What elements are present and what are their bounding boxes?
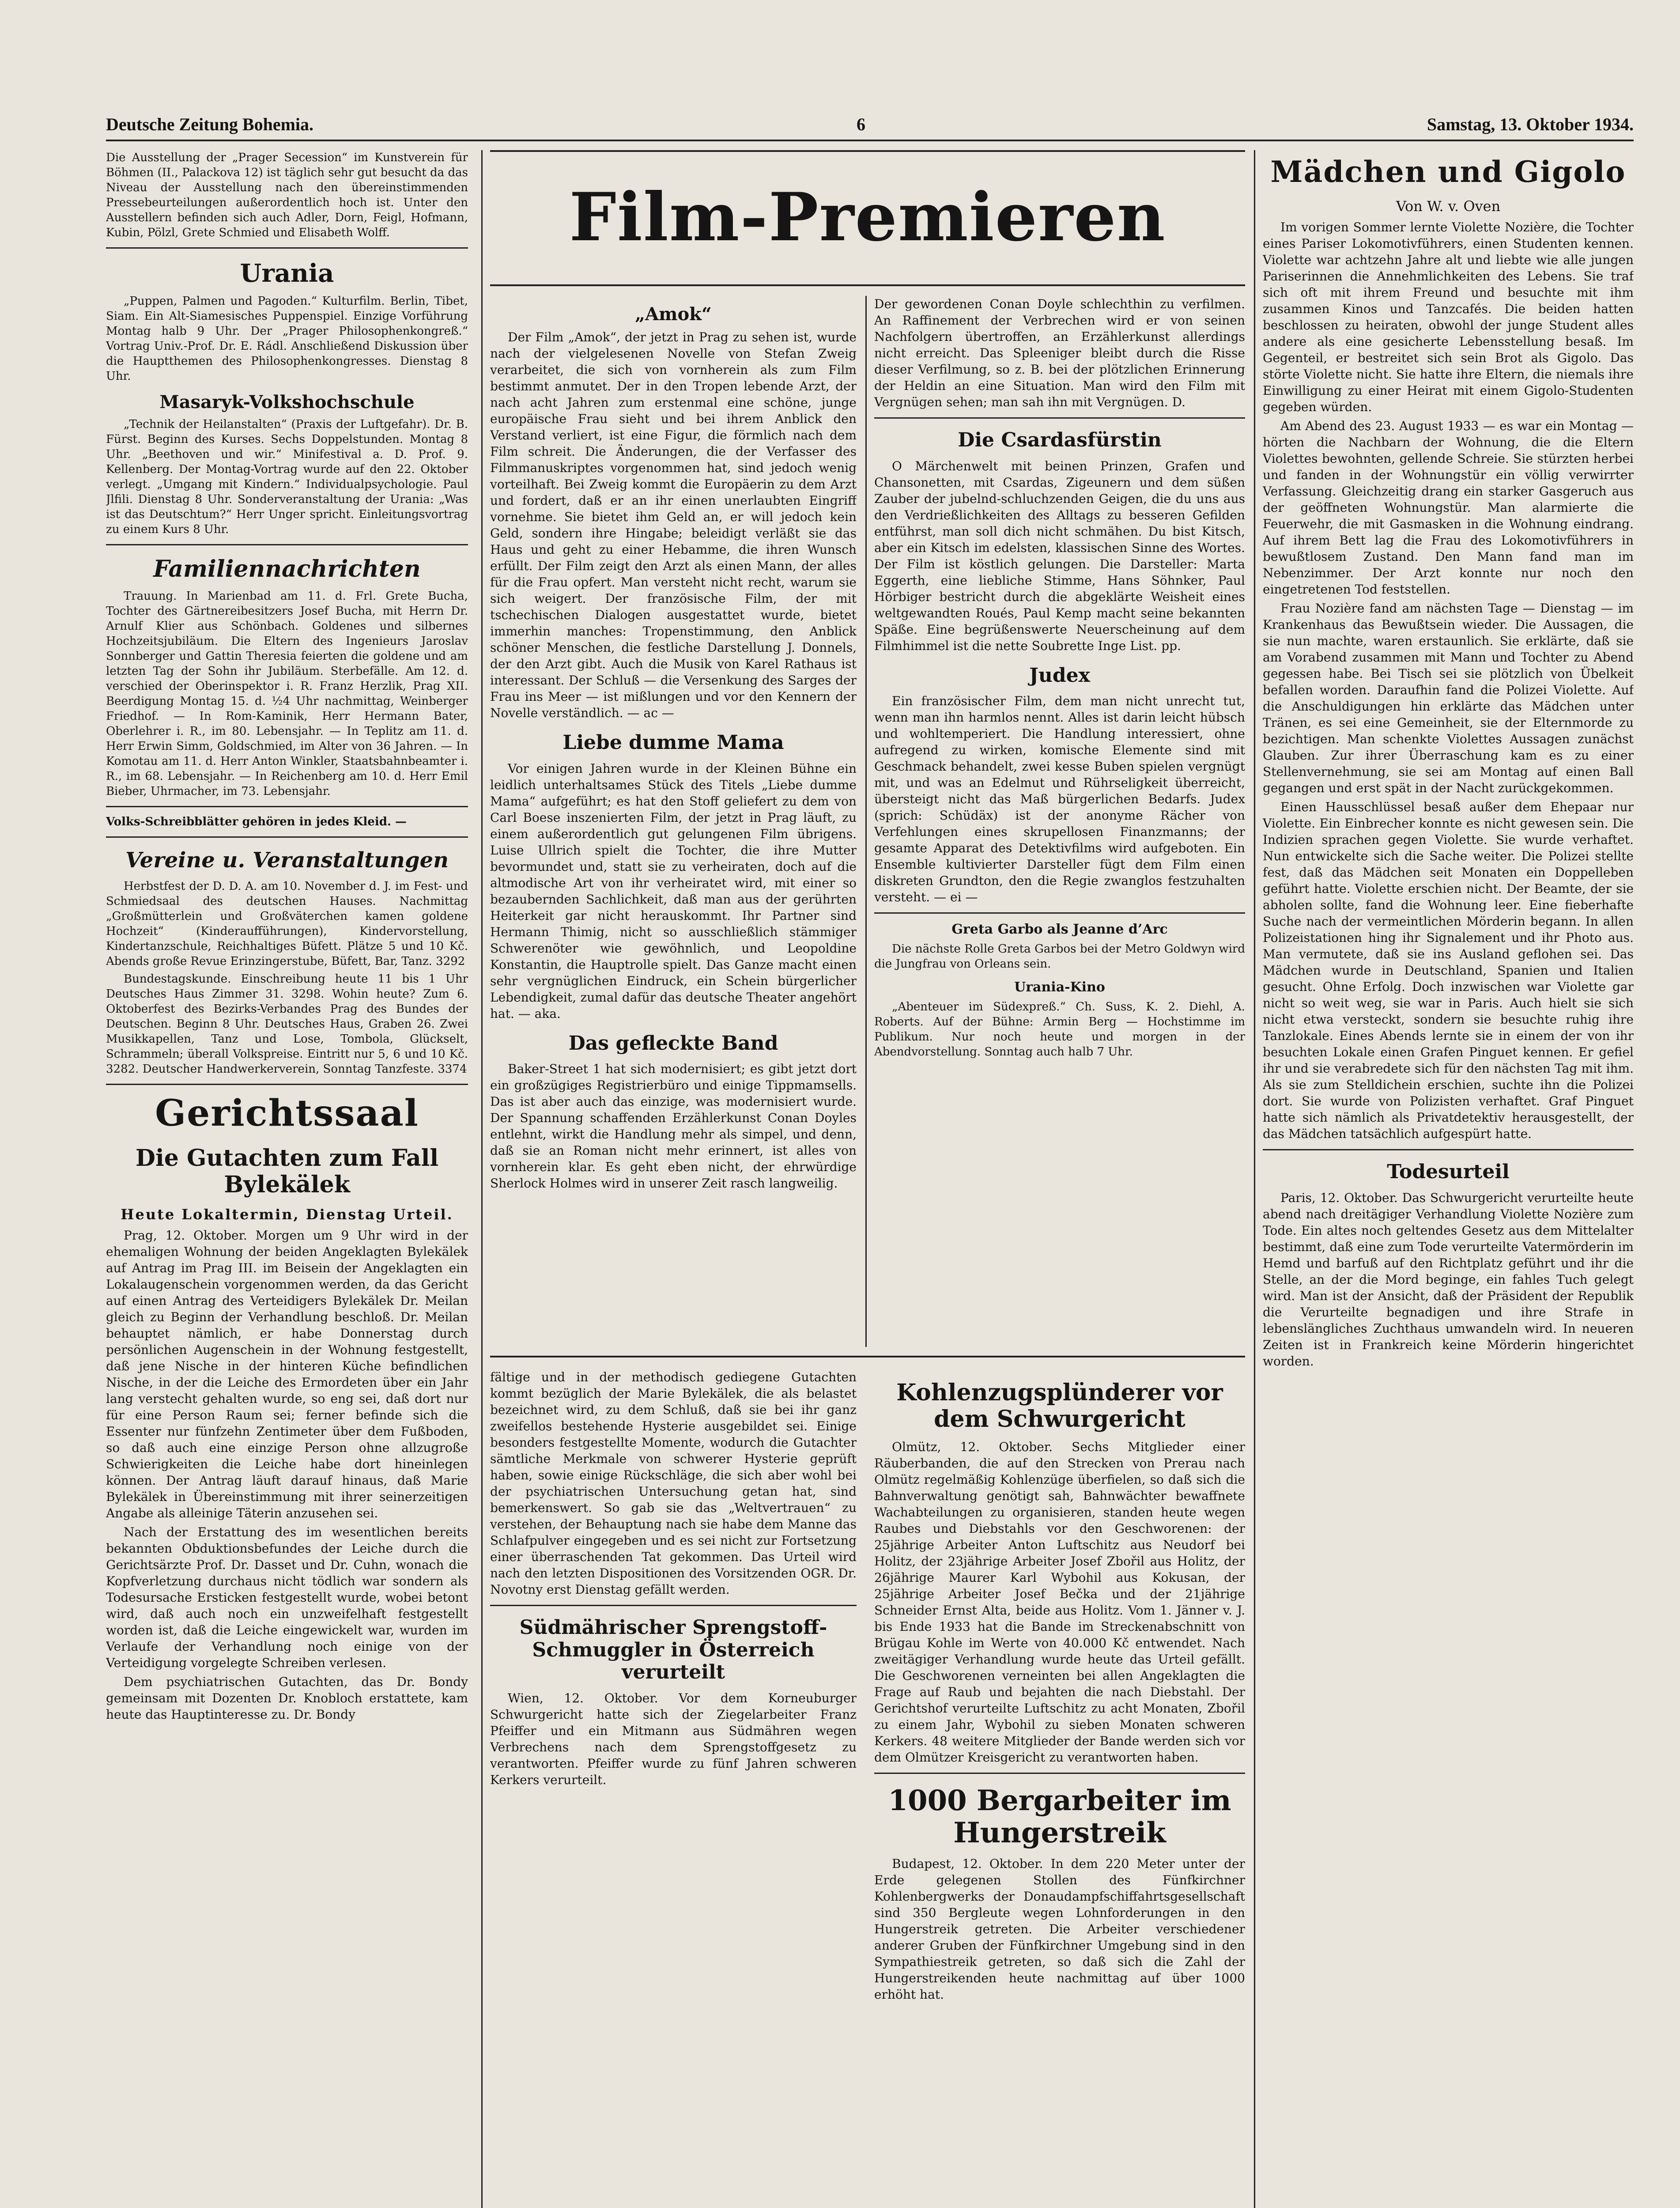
separator (1263, 1149, 1634, 1150)
column-3-upper (874, 296, 1245, 1347)
header-date: Samstag, 13. Oktober 1934. (1427, 114, 1634, 134)
mama-review: Vor einigen Jahren wurde in der Kleinen Bühne ein leidlich unterhaltsames Stück des Titels „Liebe dumme Mama“ aufgeführt; es hat den Stoff geliefert zu dem von Carl Boese inszenierten Film, der jetzt in Prag läuft, zu einem außerordentlich gut gelungenen Film übrigens. Luise Ullrich spielt die Tochter, die ihre Mutter bevormundet und, statt sie zu verheiraten, doch auf die altmodische Art von ihr verheiratet wird, mit einer so bezaubernden Sachlichkeit, daß man aus der gerührten Heiterkeit gar nicht herauskommt. Ihr Partner sind Hermann Thimig, nicht so ausschließlich stämmiger Schwerenöter wie gewöhnlich, und Leopoldine Konstantin, die Hauptrolle spielt. Das Ganze macht einen sehr vergnüglichen Eindruck, ein Schein bürgerlicher Lebendigkeit, zumal dafür das deutsche Theater angehört hat. — aka. (490, 761, 857, 1021)
column-1 (106, 150, 468, 2208)
gigolo-paragraph-3: Frau Nozière fand am nächsten Tage — Dienstag — im Krankenhaus das Bewußtsein wieder. Die Aussagen, die sie nun machte, waren erstaunlich. Sie erklärte, daß sie am Vorabend zusammen mit Mann und Tochter zu Abend gegessen habe. Bei Tisch sei sie plötzlich von Übelkeit befallen worden. Daraufhin fand die Polizei Violette. Auf die Anschuldigungen hin erklärte das Mädchen unter Tränen, es sei eine Gemeinheit, sie der Elternmorde zu bezichtigen. Man schenkte Violettes Aussagen zunächst Glauben. Zur ihrer Überraschung kam es zu einer Stellenvernehmung, sie sei am Montag auf einen Ball gegangen und erst spät in der Nacht zurückgekommen. (1263, 601, 1634, 795)
separator (490, 1605, 857, 1606)
separator (106, 1084, 468, 1085)
urania-kino-headline: Urania-Kino (1014, 979, 1105, 995)
masaryk-text: „Technik der Heilanstalten“ (Praxis der Luftgefahr). Dr. B. Fürst. Beginn des Kurses. Sechs Doppelstunden. Montag 8 Uhr. „Beethoven und wir.“ Minifestival a. D. Prof. 9. Kellenberg. Der Montag-Vortrag wurde auf den 22. Oktober verlegt. „Umgang mit Kindern.“ Individualpsychologie. Paul Jlfili. Dienstag 8 Uhr. Sonderveranstaltung der Urania: „Was ist das Deutschtum?“ Herr Unger spricht. Einleitungsvortrag zu einem Kurs 8 Uhr. (106, 418, 468, 537)
gigolo-paragraph-2: Am Abend des 23. August 1933 — es war ein Montag — hörten die Nachbarn der Wohnung, die die Eltern Violettes bewohnten, gellende Schreie. Sie stürzten herbei und fanden in der Wohnungstür ein völlig verwirrter Verfassung. Gleichzeitig drang ein starker Gasgeruch aus der geöffneten Wohnungstür. Man alarmierte die Feuerwehr, die mit Gasmasken in die Wohnung eindrang. Auf ihrem Bett lag die Frau des Lokomotivführers in bewußtlosem Zustand. Den Mann fand man im Nebenzimmer. Der Arzt konnte nur noch den eingetretenen Tod feststellen. (1263, 419, 1634, 597)
header-masthead: Deutsche Zeitung Bohemia. (106, 114, 313, 134)
vereine-text: Herbstfest der D. D. A. am 10. November d. J. im Fest- und Schmiedsaal des deutschen Hauses. Nachmittag „Großmütterlein und Großväterchen kamen goldene Hochzeit“ (Kinderaufführungen), Kindervorstellung, Kindertanzschule, Reichhaltiges Büfett. Plätze 5 und 10 Kč. Abends große Revue Erinzingerstube, Büfett, Bar, Tanz. 3292 (106, 880, 468, 968)
gigolo-paragraph-1: Im vorigen Sommer lernte Violette Nozière, die Tochter eines Pariser Lokomotivführers, einen Studenten kennen. Violette war achtzehn Jahre alt und liebte wie alle jungen Pariserinnen die Annehmlichkeiten des Lebens. Sie traf sich oft mit ihrem Freund und besuchte mit ihm zusammen Kinos und Tanzcafés. Die beiden hatten beschlossen zu heiraten, obwohl der junge Student alles andere als eine gesicherte Lebensstellung besaß. Im Gegenteil, er bestreitet sich sein Brot als Gigolo. Das störte Violette nicht. Sie hatte ihre Eltern, die niemals ihre Einwilligung zu einer Heirat mit einem Gigolo-Studenten gegeben würden. (1263, 220, 1634, 414)
coal-headline: Kohlenzugsplünderer vor dem Schwurgericht (896, 1379, 1223, 1433)
urania-heading: Urania (240, 259, 334, 288)
separator (106, 247, 468, 249)
band-headline: Das gefleckte Band (568, 1032, 778, 1055)
verdict-headline: Todesurteil (1387, 1161, 1510, 1183)
separator (874, 912, 1245, 914)
family-heading: Familiennachrichten (153, 556, 421, 583)
strike-text: Budapest, 12. Oktober. In dem 220 Meter unter der Erde gelegenen Stollen des Fünfkirchner Kohlenbergwerks der Donaudampfschiffahrtsgesellschaft sind 350 Bergleute wegen Lohnforderungen in den Hungerstreik getreten. Die Arbeiter verschiedener anderer Gruben der Fünfkirchner Umgebung sind in den Sympathiestreik getreten, so daß sich die Zahl der Hungerstreikenden heute nachmittag auf über 1000 erhöht hat. (874, 1856, 1245, 2002)
running-header (106, 110, 1634, 137)
court-paragraph-2: Nach der Erstattung des im wesentlichen bereits bekannten Obduktionsbefundes der Leiche durch die Gerichtsärzte Prof. Dr. Dasset und Dr. Cuhn, wonach die Kopfverletzung durchaus nicht tödlich war sondern als Todesursache Ersticken festgestellt wurde, wobei betont wird, daß auch noch ein unzweifelhaft festgestellt worden ist, daß die Leiche eingewickelt war, wurden im Verlaufe der Verhandlung noch einige von der Verteidigung vorgelegte Schreiben verlesen. (106, 1524, 468, 1670)
film-banner (490, 150, 1245, 286)
masaryk-heading: Masaryk-Volkshochschule (159, 392, 415, 413)
folk-note: Volks-Schreibblätter gehören in jedes Kleid. — (106, 815, 407, 829)
amok-headline: „Amok“ (635, 304, 712, 325)
film-premieren-title: Film-Premieren (569, 178, 1166, 256)
smuggler-headline: Südmährischer Sprengstoff-Schmuggler in Österreich verurteilt (519, 1616, 827, 1684)
gigolo-title: Mädchen und Gigolo (1270, 155, 1626, 189)
urania-kino-text: „Abenteuer im Südexpreß.“ Ch. Suss, K. 2. Diehl, A. Roberts. Auf der Bühne: Armin Berg — Hochstimme im Publikum. Nur noch heute und morgen in der Abendvorstellung. Sonntag auch halb 7 Uhr. (874, 1000, 1245, 1059)
newspaper-page (106, 110, 1634, 2208)
amok-review: Der Film „Amok“, der jetzt in Prag zu sehen ist, wurde nach der vielgelesenen Novelle von Stefan Zweig verarbeitet, die sich von vornherein als zum Film bestimmt anmutet. Der in den Tropen lebende Arzt, der nach acht Jahren zum erstenmal eine schöne, junge europäische Frau sieht und bei ihrem Anblick den Verstand verliert, ist eine Figur, die förmlich nach dem Film schreit. Die Änderungen, die der Verfasser des Filmmanuskriptes vorgenommen hat, sind jedoch wenig vorteilhaft. Bei Zweig kommt die Europäerin zu dem Arzt und fordert, daß er an ihr einen unerlaubten Eingriff vornehme. Sie bietet ihm Geld an, er will jedoch kein Geld, sondern ihre Hingabe; beleidigt verläßt sie das Haus und geht zu einer Hebamme, die ihren Wunsch erfüllt. Der Film zeigt den Arzt als einen Mann, der alles für die Frau opfert. Man versteht nicht recht, warum sie sich weigert. Der französische Film, der mit tschechischen Dialogen ausgestattet wurde, bietet immerhin manches: Tropenstimmung, den Anblick schöner Menschen, die festliche Darstellung J. Donnels, der den Arzt gibt. Auch die Musik von Karel Rathaus ist interessant. Der Schluß — die Versenkung des Sarges der Frau ins Meer — ist mißlungen und vor den Kennern der Novelle verständlich. — ac — (490, 330, 857, 720)
strike-headline: 1000 Bergarbeiter im Hungerstreik (888, 1784, 1231, 1850)
separator (106, 806, 468, 807)
band-review: Baker-Street 1 hat sich modernisiert; es gibt jetzt dort ein großzügiges Registrierbüro und einige Tippmamsells. Das ist aber auch das einzige, was modernisiert wurde. Der Spannung schaffenden Erzählerkunst Conan Doyles entlehnt, wirkt die Handlung mehr als simpel, und denn, daß sie an Roman nicht mehr erinnert, ist alles von vornherein klar. Es geht eben nicht, der ehrwürdige Sherlock Holmes wird in unserer Zeit rasch langweilig. (490, 1062, 857, 1191)
separator (874, 1773, 1245, 1774)
mama-headline: Liebe dumme Mama (563, 731, 784, 754)
header-rule (106, 140, 1634, 141)
csardas-headline: Die Csardasfürstin (958, 429, 1162, 451)
column-4 (1263, 150, 1634, 2208)
column-divider-2 (865, 296, 867, 1347)
doyle-review-cont: Der gewordenen Conan Doyle schlechthin zu verfilmen. An Raffinement der Verbrechen wird er von seinen Nachfolgern übertroffen, an Erzählerkunst allerdings nicht erreicht. Das Spleeniger bleibt durch die Risse dieser Verfilmung, so z. B. bei der plötzlichen Erinnerung der Heldin an eine Situation. Man wird den Film mit Vergnügen sehen; man sah ihn mit Vergnügen. D. (874, 297, 1245, 409)
header-page-number: 6 (857, 114, 865, 134)
urania-text: „Puppen, Palmen und Pagoden.“ Kulturfilm. Berlin, Tibet, Siam. Ein Alt-Siamesisches Puppenspiel. Einzige Vorführung Montag halb 9 Uhr. Der „Prager Philosophenkongreß.“ Vortrag Univ.-Prof. Dr. E. Rádl. Anschließend Diskussion über die Hauptthemen des Philosophenkongresses. Dienstag 8 Uhr. (106, 295, 468, 383)
vereine-heading: Vereine u. Veranstaltungen (125, 848, 449, 873)
judex-review: Ein französischer Film, dem man nicht unrecht tut, wenn man ihn harmlos nennt. Alles ist darin leicht hübsch und wohltemperiert. Die Handlung interessiert, ohne aufregend zu wirken, komische Elemente sind mit Geschmack behandelt, zwei kesse Buben spielen vergnügt mit, und was an Edelmut und Rührseligkeit überreicht, übersteigt nicht das Maß bürgerlichen Bedarfs. Judex (sprich: Schüdäx) ist der anonyme Rächer von Verfehlungen eines skrupellosen Finanzmanns; der gesamte Apparat des Detektivfilms wird aufgeboten. Ein Ensemble kultivierter Darsteller fügt dem Film einen diskreten Grundton, den die Regie zwanglos festzuhalten versteht. — ei — (874, 694, 1245, 905)
judex-headline: Judex (1029, 664, 1090, 687)
separator (106, 836, 468, 838)
column-2-upper (490, 296, 857, 1356)
column-3-lower (874, 1369, 1245, 2208)
court-headline: Die Gutachten zum Fall Bylekälek (135, 1145, 439, 1199)
column-divider-3 (1254, 150, 1255, 2208)
court-section-title: Gerichtssaal (155, 1092, 419, 1135)
verdict-text: Paris, 12. Oktober. Das Schwurgericht verurteilte heute abend nach dreitägiger Verhandlung Violette Nozière zum Tode. Ein altes noch geltendes Gesetz aus dem Mittelalter bestimmt, daß eine zum Tode verurteilte Vatermörderin im Hemd und barfuß auf den Richtplatz geführt und ihr die Stelle, an der die Mord beginge, ein fahles Tuch gelegt wird. Man ist der Ansicht, daß der Präsident der Republik die Verurteilte begnadigen und ihre Strafe in lebenslängliches Zuchthaus umwandeln wird. In neueren Zeiten ist in Frankreich keine Mörderin hingerichtet worden. (1263, 1190, 1634, 1369)
smuggler-text: Wien, 12. Oktober. Vor dem Korneuburger Schwurgericht hatte sich der Ziegelarbeiter Franz Pfeiffer und ein Mitmann aus Südmähren wegen Verbrechens nach dem Sprengstoffgesetz zu verantworten. Pfeiffer wurde zu fünf Jahren schweren Kerkers verurteilt. (490, 1690, 857, 1787)
court-paragraph-3: Dem psychiatrischen Gutachten, das Dr. Bondy gemeinsam mit Dozenten Dr. Knobloch erstattete, kam heute das Hauptinteresse zu. Dr. Bondy (106, 1674, 468, 1722)
gigolo-paragraph-4: Einen Hausschlüssel besaß außer dem Ehepaar nur Violette. Ein Einbrecher konnte es nicht gewesen sein. Die Indizien sprachen gegen Violette. Sie wurde verhaftet. Nun entwickelte sich die Sache weiter. Die Polizei stellte fest, daß das Mädchen seit Monaten ein Doppelleben geführt hatte. Violette erschien nicht. Der Beamte, der sie abholen sollte, fand die Wohnung leer. Eine fieberhafte Suche nach der vermeintlichen Mörderin begann. In allen Polizeistationen hing ihr Signalement und ihr Photo aus. Man vermutete, daß sie ins Ausland geflohen sei. Das Mädchen wurde in Deutschland, Spanien und Italien gesucht. Ohne Erfolg. Doch inzwischen war Violette gar nicht so weit weg, sie war in Paris. Auch hielt sie sich nicht etwa versteckt, sondern sie besuchte ruhig ihre Tanzlokale. Eines Abends lernte sie in einem der von ihr besuchten Lokale einen Grafen Pinguet kennen. Er gefiel ihr und sie verabredete sich für den nächsten Tag mit ihm. Als sie zum Stelldichein erschien, suchte ihn die Polizei dort. Sie wurde von Polizisten verhaftet. Graf Pinguet hatte sich nämlich als Privatdetektiv herausgestellt, der das Mädchen tatsächlich aufgespürt hatte. (1263, 800, 1634, 1141)
bund-text: Bundestagskunde. Einschreibung heute 11 bis 1 Uhr Deutsches Haus Zimmer 31. 3298. Wohin heute? Zum 6. Oktoberfest des Bezirks-Verbandes Prag des Bundes der Deutschen. Beginn 8 Uhr. Deutsches Haus, Graben 26. Zwei Musikkapellen, Tanz und Lose, Tombola, Glückselt, Schrammeln; überall Volkspreise. Eintritt nur 5, 6 und 10 Kč. 3282. Deutscher Handwerkerverein, Sonntag Tanzfeste. 3374 (106, 972, 468, 1076)
court-paragraph-1: Prag, 12. Oktober. Morgen um 9 Uhr wird in der ehemaligen Wohnung der beiden Angeklagten Bylekälek auf Antrag im Prag III. im Beisein der Angeklagten ein Lokalaugenschein vorgenommen werden, da das Gericht auf einen Antrag des Verteidigers Bylekälek Dr. Meilan gleich zu Beginn der Verhandlung beschloß. Dr. Meilan behauptet nämlich, er habe Donnerstag durch persönlichen Augenschein in der Wohnung festgestellt, daß jene Nische in der hinteren Küche befindlichen Nische, in der die Leiche des Ermordeten über ein Jahr lang verstecht gehalten wurde, so eng sei, daß dort nur für eine Person Raum sei; ferner befinde sich die Essenter nur fünfzehn Zentimeter über dem Fußboden, so daß auch eine einzige Person ohne allzugroße Schwierigkeiten die Leiche habe dort hineinlegen können. Der Antrag läuft darauf hinaus, daß Marie Bylekälek in Übereinstimmung mit ihrer seinerzeitigen Angabe als alleinige Täterin anzusehen sei. (106, 1228, 468, 1520)
csardas-review: O Märchenwelt mit beinen Prinzen, Grafen und Chansonetten, mit Csardas, Zigeunern und dem süßen Zauber der jubelnd-schluchzenden Geigen, die du uns aus den Verdrießlichkeiten des Alltags zu besseren Gefilden entführst, man soll dich nicht schmähen. Du bist Kitsch, aber ein Kitsch im edelsten, klassischen Sinne des Wortes. Der Film ist köstlich gelungen. Die Darsteller: Marta Eggerth, eine liebliche Stimme, Hans Söhnker, Paul Hörbiger bestricht durch die abgeklärte Weisheit eines weltgewandten Roués, Paul Kemp macht seine bekannten Späße. Eine begrüßenswerte Neuerscheinung auf dem Filmhimmel ist die nette Soubrette Inge List. pp. (874, 458, 1245, 653)
court-subhead: Heute Lokaltermin, Dienstag Urteil. (121, 1206, 453, 1223)
coal-text: Olmütz, 12. Oktober. Sechs Mitglieder einer Räuberbanden, die auf den Strecken von Prerau nach Olmütz regelmäßig Kohlenzüge überfielen, so daß sich die Bahnverwaltung genötigt sah, Bahnwächter bewaffnete Wachabteilungen zu organisieren, standen heute wegen Raubes und Diebstahls vor den Geschworenen: der 25jährige Arbeiter Anton Luftschitz aus Neudorf bei Holitz, der 23jährige Arbeiter Josef Zbořil aus Holitz, der 26jährige Maurer Karl Wybohil aus Kokusan, der 25jährige Arbeiter Josef Bečka und der 21jährige Schneider Ernst Alta, beide aus Holitz. Vom 1. Jänner v. J. bis Ende 1933 hat die Bande im Streckenabschnitt von Brügau Kohle im Werte von 40.000 Kč entwendet. Nach zweitägiger Verhandlung wurde heute das Urteil gefällt. Die Geschworenen verneinten bei allen Angeklagten die Frage auf Raub und bejahten die nach Diebstahl. Der Gerichtshof verurteilte Luftschitz zu acht Monaten, Zbořil zu einem Jahr, Wybohil zu sieben Monaten schweren Kerkers. 48 weitere Mitglieder der Bande werden sich vor dem Olmützer Kreisgericht zu verantworten haben. (874, 1439, 1245, 1765)
expert-report-cont: fältige und in der methodisch gediegene Gutachten kommt bezüglich der Marie Bylekälek, die als belastet bezeichnet wird, zu dem Schluß, daß sie bei ihr ganz zweifellos bestehende Hysterie ausgebildet sei. Einige besonders festgestellte Momente, wodurch die Gutachter sämtliche Merkmale von schwerer Hysterie geprüft haben, sowie einige Rückschläge, die sich aber wohl bei der psychiatrischen Untersuchung getan hat, sind bemerkenswert. So gab sie das „Weltvertrauen“ zu verstehen, der Behauptung nach sie habe dem Manne das Schlafpulver eingegeben und es sei nicht zur Fortsetzung einer überraschenden Tat gekommen. Das Urteil wird nach den letzten Dispositionen des Vorsitzenden OGR. Dr. Novotny erst Dienstag gefällt werden. (490, 1370, 857, 1597)
gigolo-byline: Von W. v. Oven (1396, 198, 1501, 215)
secession-notice: Die Ausstellung der „Prager Secession“ im Kunstverein für Böhmen (II., Palackova 12) ist täglich sehr gut besucht da das Niveau der Ausstellung nach den übereinstimmenden Pressebeurteilungen außerordentlich hoch ist. Unter den Ausstellern befinden sich auch Adler, Dorn, Feigl, Hofmann, Kubin, Pölzl, Grete Schmied und Elisabeth Wolff. (106, 151, 468, 239)
separator (106, 544, 468, 545)
garbo-headline: Greta Garbo als Jeanne d’Arc (951, 922, 1168, 938)
mid-divider (490, 1356, 1245, 1357)
garbo-text: Die nächste Rolle Greta Garbos bei der Metro Goldwyn wird die Jungfrau von Orleans sein. (874, 942, 1245, 971)
separator (874, 417, 1245, 419)
family-text: Trauung. In Marienbad am 11. d. Frl. Grete Bucha, Tochter des Gärtnereibesitzers Josef Bucha, mit Herrn Dr. Arnulf Klier aus Schönbach. Goldenes und silbernes Hochzeitsjubiläum. Die Eltern des Ingenieurs Jaroslav Sonnberger und Gattin Theresia feierten die goldene und am letzten Tag der Sohn ihr Jubiläum. Sterbefälle. Am 12. d. verschied der Oberinspektor i. R. Franz Herzlik, Prag XII. Beerdigung Montag 15. d. ½4 Uhr nachmittag, Weinberger Friedhof. — In Rom-Kaminik, Herr Hermann Bater, Oberlehrer i. R., im 80. Lebensjahr. — In Teplitz am 11. d. Herr Erwin Simm, Goldschmied, im Alter von 36 Jahren. — In Komotau am 11. d. Herr Anton Winkler, Staatsbahnbeamter i. R., im 68. Lebensjahr. — In Reichenberg am 10. d. Herr Emil Bieber, Uhrmacher, im 73. Lebensjahr. (106, 590, 468, 798)
column-2-lower (490, 1369, 857, 2208)
column-divider-1 (481, 150, 483, 2208)
